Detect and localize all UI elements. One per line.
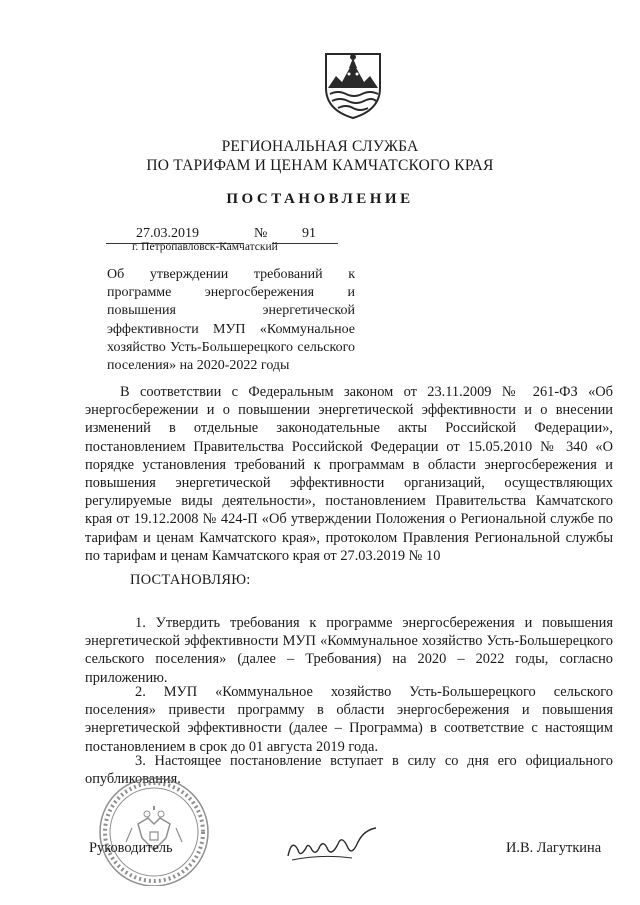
document-number: 91 — [302, 226, 316, 241]
decree-item-2: 2. МУП «Коммунальное хозяйство Усть-Большерецкого сельского поселения» привести программу в области энергосбережения и повышения энергетической эффективности (далее – Программа) в соответствие с настоящим постановлением в срок до 01 августа 2019 года. — [85, 684, 613, 755]
preamble-paragraph: В соответствии с Федеральным законом от 23.11.2009 № 261-ФЗ «Об энергосбережении и о повышении энергетической эффективности и о внесении изменений в отдельные законодательные акты Российской Федерации», постановлением Правительства Российской Федерации от 15.05.2010 № 340 «О порядке установления требований к программам в области энергосбережения и повышения энергетической эффективности организаций, осуществляющих регулируемые виды деятельности», постановлением Правительства Камчатского края от 19.12.2008 № 424-П «Об утверждении Положения о Региональной службе по тарифам и ценам Камчатского края», протоколом Правления Региональной службы по тарифам и ценам Камчатского края от 27.03.2019 № 10 — [85, 384, 613, 564]
agency-name-line2: ПО ТАРИФАМ И ЦЕНАМ КАМЧАТСКОГО КРАЯ — [146, 157, 494, 174]
document-date: 27.03.2019 — [136, 226, 199, 241]
number-sign: № — [254, 226, 268, 241]
signatory-name: И.В. Лагуткина — [506, 840, 602, 856]
official-seal-icon — [92, 766, 222, 886]
decree-word: ПОСТАНОВЛЯЮ: — [130, 572, 251, 588]
document-type-title: ПОСТАНОВЛЕНИЕ — [226, 191, 414, 207]
decree-item-1: 1. Утвердить требования к программе энергосбережения и повышения энергетической эффективности МУП «Коммунальное хозяйство Усть-Большерецкого сельского поселения» (далее – Требования) на 2020 – 2022 годы, согласно приложению. — [85, 615, 613, 686]
signatory-title: Руководитель — [89, 840, 173, 856]
document-city: г. Петропавловск-Камчатский — [132, 241, 278, 253]
decree-item-3: 3. Настоящее постановление вступает в силу со дня его официального опубликования. — [85, 753, 613, 788]
number-underline — [272, 243, 338, 244]
agency-name-line1: РЕГИОНАЛЬНАЯ СЛУЖБА — [221, 138, 419, 155]
kamchatka-coat-of-arms-icon — [322, 48, 384, 120]
document-subject: Об утверждении требований к программе энергосбережения и повышения энергетической эффективности МУП «Коммунальное хозяйство Усть-Большерецкого сельского поселения» на 2020-2022 годы — [107, 267, 355, 374]
handwritten-signature-icon — [282, 820, 382, 870]
